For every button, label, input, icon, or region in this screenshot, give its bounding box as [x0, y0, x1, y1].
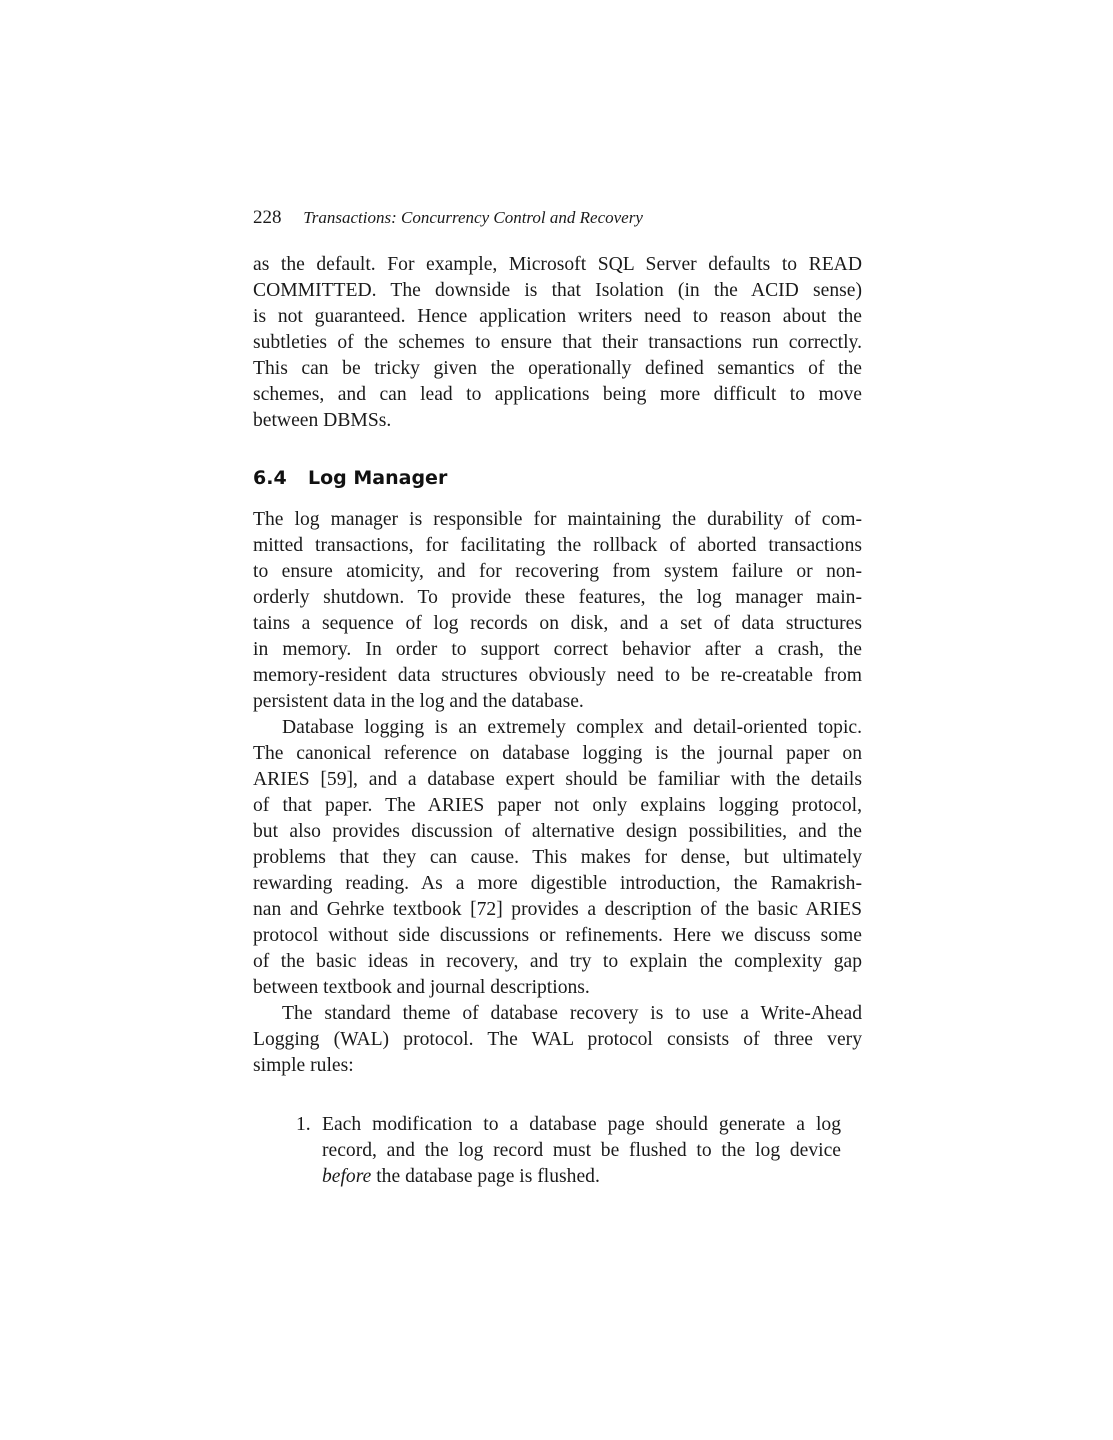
text-line: to ensure atomicity, and for recovering from system failure or non- [253, 561, 862, 582]
text-line: as the default. For example, Microsoft SQL Server defaults to READ [253, 254, 862, 275]
text-line: nan and Gehrke textbook [72] provides a description of the basic ARIES [253, 899, 862, 920]
text-line: mitted transactions, for facilitating the rollback of aborted transactions [253, 535, 862, 556]
text-line: The log manager is responsible for maintaining the durability of com- [253, 509, 862, 530]
text-line: schemes, and can lead to applications being more difficult to move [253, 384, 862, 405]
text-line: problems that they can cause. This makes for dense, but ultimately [253, 847, 862, 868]
text-line: Logging (WAL) protocol. The WAL protocol consists of three very [253, 1029, 862, 1050]
text-line: ARIES [59], and a database expert should be familiar with the details [253, 769, 862, 790]
running-head [253, 207, 643, 229]
text-line: This can be tricky given the operationally defined semantics of the [253, 358, 862, 379]
text-line: in memory. In order to support correct behavior after a crash, the [253, 639, 862, 660]
text-line: between DBMSs. [253, 410, 392, 431]
text-line: The standard theme of database recovery is to use a Write-Ahead [282, 1003, 862, 1024]
text-line: rewarding reading. As a more digestible introduction, the Ramakrish- [253, 873, 862, 894]
text-line: record, and the log record must be flushed to the log device [322, 1140, 841, 1161]
text-line: orderly shutdown. To provide these features, the log manager main- [253, 587, 862, 608]
text-line: simple rules: [253, 1055, 354, 1076]
text-line: protocol without side discussions or refinements. Here we discuss some [253, 925, 862, 946]
text-line: COMMITTED. The downside is that Isolation (in the ACID sense) [253, 280, 862, 301]
text-line: tains a sequence of log records on disk, and a set of data structures [253, 613, 862, 634]
page-number: 228 [253, 207, 282, 228]
text-line: but also provides discussion of alternative design possibilities, and the [253, 821, 862, 842]
section-number: 6.4 [253, 467, 287, 489]
section-heading [253, 464, 447, 492]
text-line: between textbook and journal descriptions. [253, 977, 590, 998]
list-marker: 1. [296, 1114, 311, 1135]
text-line: Each modification to a database page should generate a log [322, 1114, 841, 1135]
text-line: memory-resident data structures obviously need to be re-creatable from [253, 665, 862, 686]
text-line: The canonical reference on database logging is the journal paper on [253, 743, 862, 764]
text-line: Database logging is an extremely complex and detail-oriented topic. [282, 717, 862, 738]
emphasis: before [322, 1166, 372, 1187]
text-line: persistent data in the log and the database. [253, 691, 584, 712]
section-title: Log Manager [308, 467, 448, 489]
text-line: of that paper. The ARIES paper not only explains logging protocol, [253, 795, 862, 816]
chapter-title: Transactions: Concurrency Control and Recovery [303, 208, 643, 227]
text-line [322, 1164, 841, 1190]
text-line: of the basic ideas in recovery, and try to explain the complexity gap [253, 951, 862, 972]
text-line: is not guaranteed. Hence application writers need to reason about the [253, 306, 862, 327]
text-line: subtleties of the schemes to ensure that their transactions run correctly. [253, 332, 862, 353]
text-span: the database page is flushed. [371, 1166, 600, 1187]
